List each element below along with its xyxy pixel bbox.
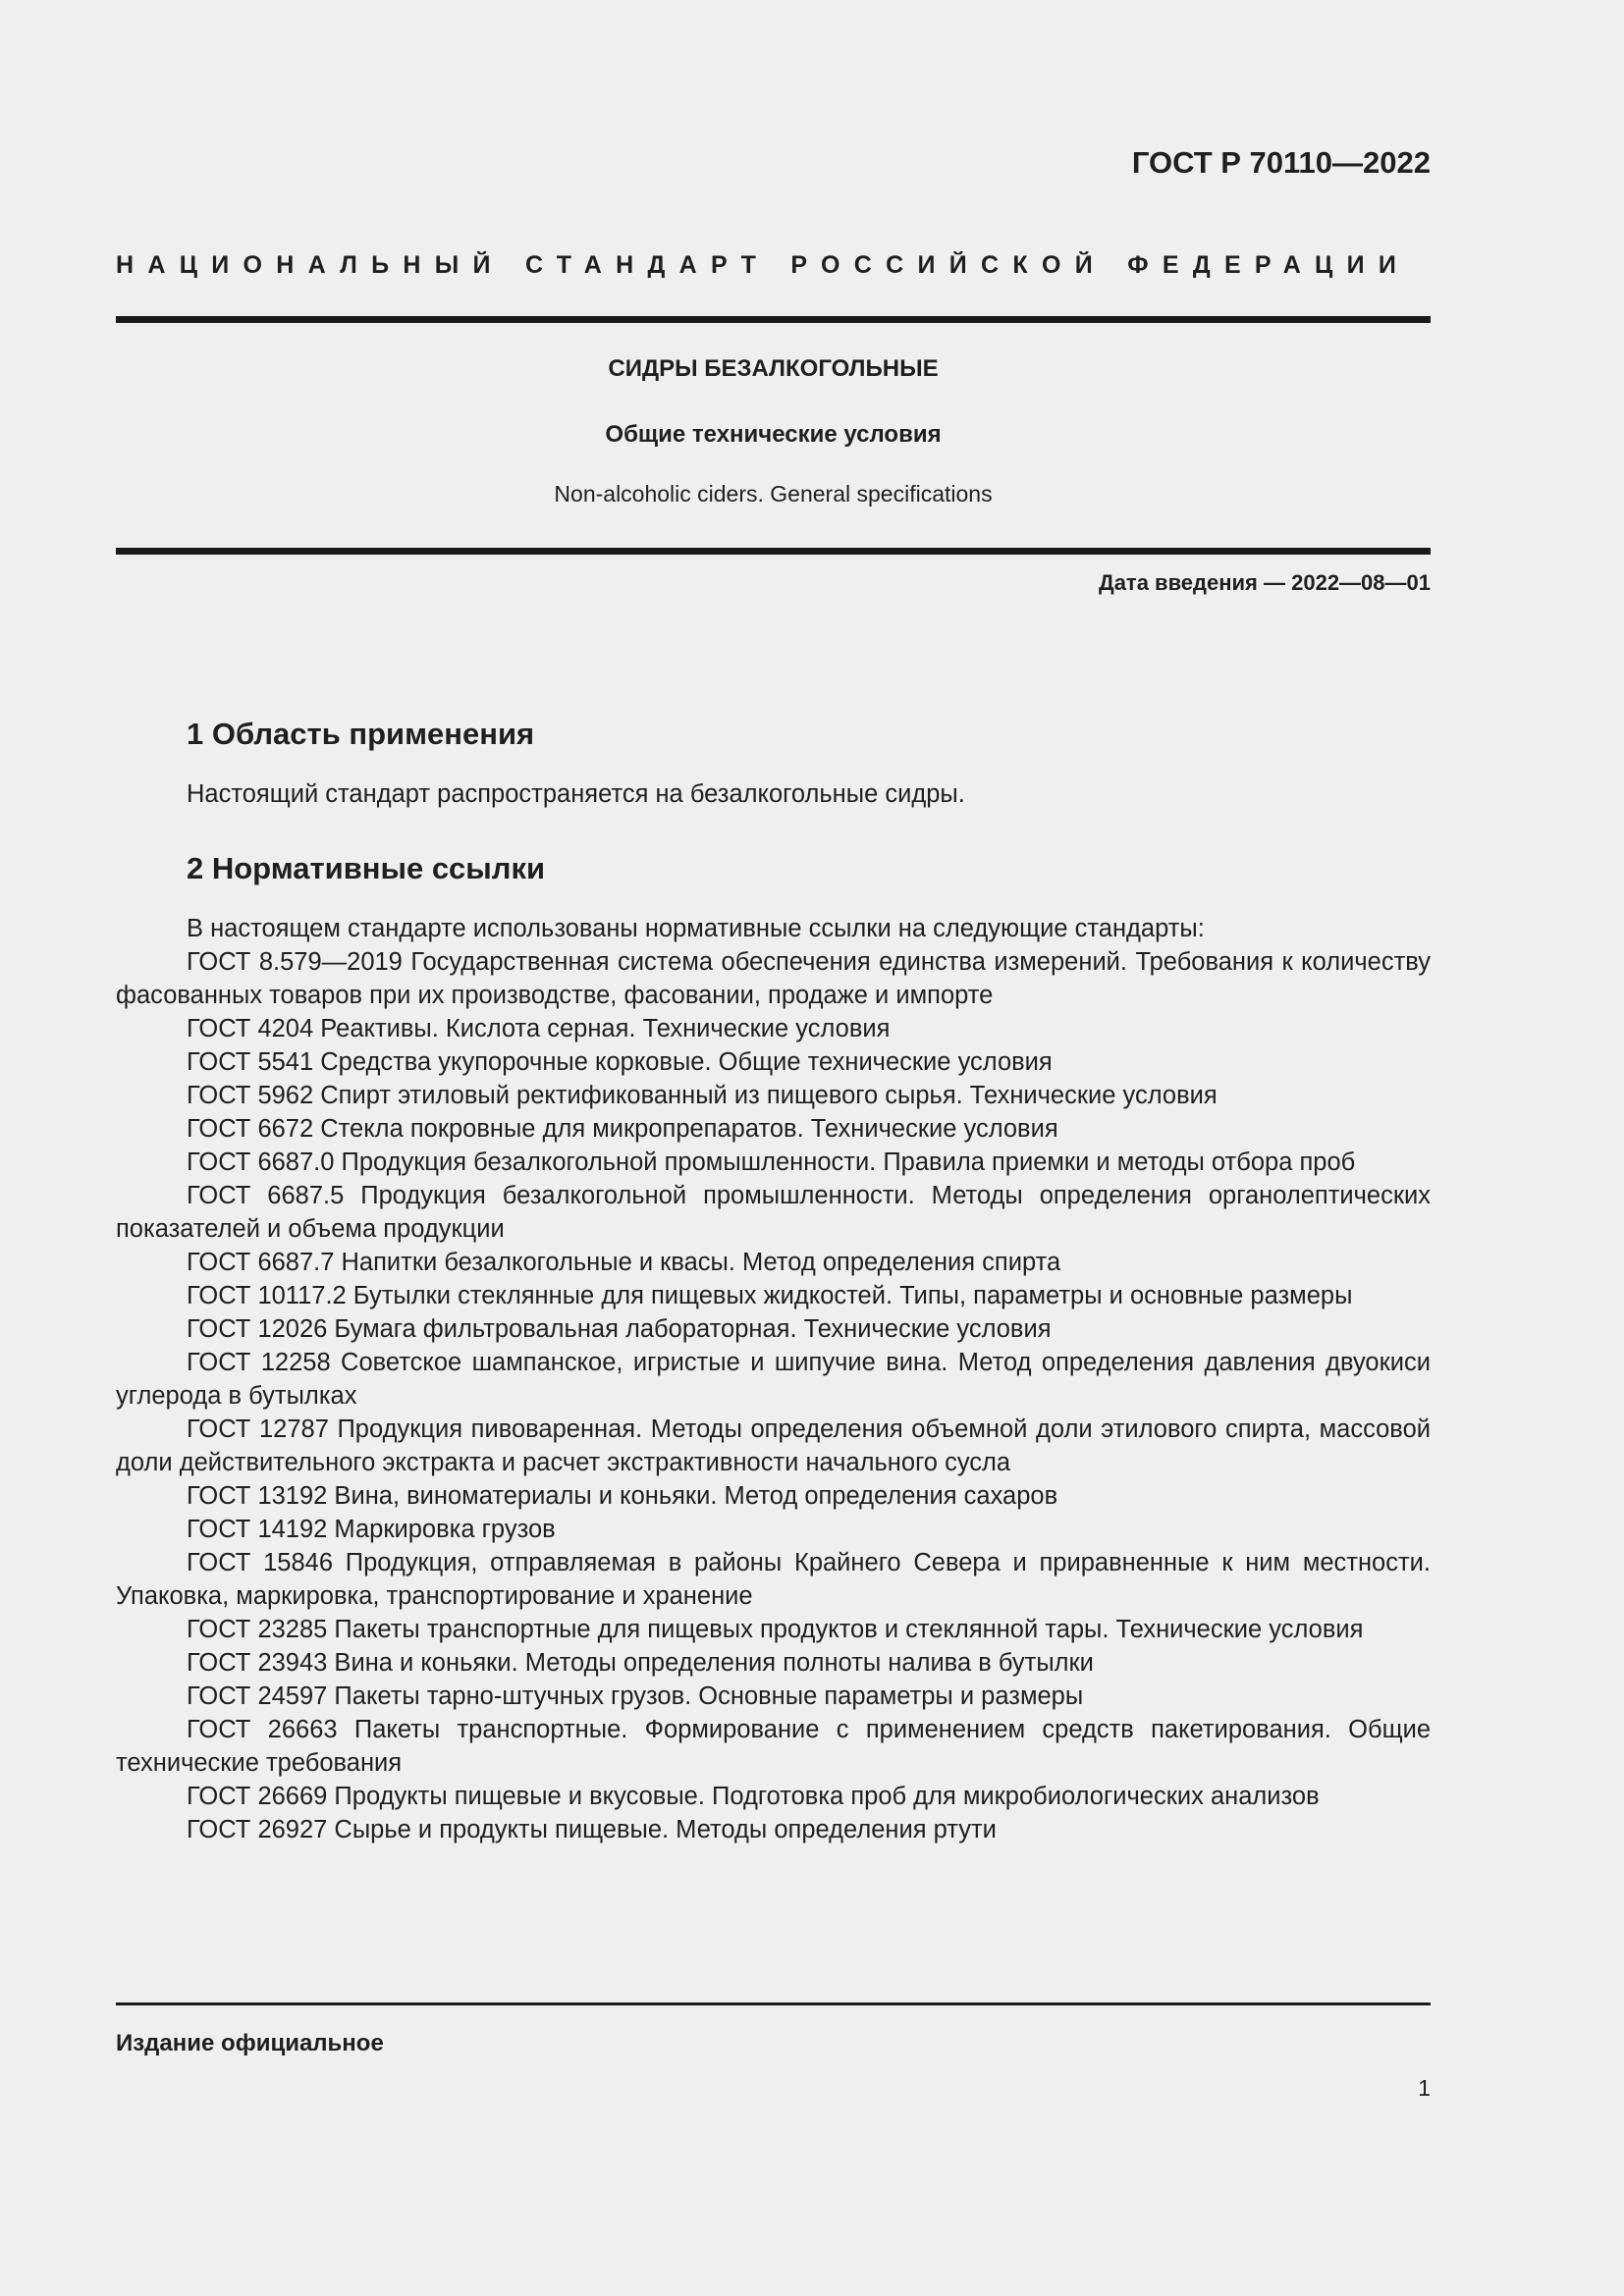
reference-item: ГОСТ 5541 Средства укупорочные корковые. Общие технические условия [187, 1048, 1053, 1076]
reference-item: ГОСТ 26663 Пакеты транспортные. Формирование с применением средств пакетирования. Общие технические требования [116, 1716, 1431, 1777]
reference-item: ГОСТ 26927 Сырье и продукты пищевые. Методы определения ртути [187, 1816, 997, 1843]
reference-item: ГОСТ 24597 Пакеты тарно-штучных грузов. Основные параметры и размеры [187, 1682, 1084, 1710]
section-2-heading: 2 Нормативные ссылки [187, 851, 546, 885]
section-1-body [116, 777, 1431, 811]
reference-item: ГОСТ 12787 Продукция пивоваренная. Методы определения объемной доли этилового спирта, массовой доли действительного экстракта и расчет экстрактивности начального сусла [116, 1415, 1431, 1476]
standard-title: СИДРЫ БЕЗАЛКОГОЛЬНЫЕ [608, 355, 939, 382]
normative-references [116, 912, 1431, 1846]
footer-divider [116, 2002, 1431, 2005]
reference-item: ГОСТ 5962 Спирт этиловый ректификованный из пищевого сырья. Технические условия [187, 1082, 1218, 1109]
reference-item: ГОСТ 23285 Пакеты транспортные для пищевых продуктов и стеклянной тары. Технические условия [187, 1616, 1364, 1643]
reference-item: ГОСТ 6687.5 Продукция безалкогольной промышленности. Методы определения органолептических показателей и объема продукции [116, 1182, 1431, 1243]
top-divider [116, 316, 1431, 323]
standard-subtitle: Общие технические условия [605, 421, 942, 448]
introduction-date: Дата введения — 2022—08—01 [1099, 570, 1431, 595]
references-intro: В настоящем стандарте использованы нормативные ссылки на следующие стандарты: [187, 915, 1205, 942]
reference-item: ГОСТ 12026 Бумага фильтровальная лабораторная. Технические условия [187, 1315, 1052, 1343]
scope-paragraph: Настоящий стандарт распространяется на безалкогольные сидры. [187, 780, 965, 808]
national-standard-title: НАЦИОНАЛЬНЫЙ СТАНДАРТ РОССИЙСКОЙ ФЕДЕРАЦИИ [116, 251, 1411, 279]
reference-item: ГОСТ 23943 Вина и коньяки. Методы определения полноты налива в бутылки [187, 1649, 1094, 1677]
reference-item: ГОСТ 13192 Вина, виноматериалы и коньяки. Метод определения сахаров [187, 1482, 1058, 1510]
reference-item: ГОСТ 26669 Продукты пищевые и вкусовые. Подготовка проб для микробиологических анализов [187, 1783, 1320, 1810]
page-number: 1 [1418, 2075, 1431, 2101]
reference-item: ГОСТ 4204 Реактивы. Кислота серная. Технические условия [187, 1015, 891, 1042]
reference-item: ГОСТ 10117.2 Бутылки стеклянные для пищевых жидкостей. Типы, параметры и основные размеры [187, 1282, 1353, 1309]
standard-title-english: Non-alcoholic ciders. General specifications [554, 481, 993, 507]
reference-item: ГОСТ 14192 Маркировка грузов [187, 1516, 556, 1543]
reference-item: ГОСТ 6687.0 Продукция безалкогольной промышленности. Правила приемки и методы отбора проб [187, 1148, 1356, 1176]
document-number: ГОСТ Р 70110—2022 [1131, 145, 1431, 180]
title-divider [116, 548, 1431, 555]
reference-item: ГОСТ 12258 Советское шампанское, игристые и шипучие вина. Метод определения давления двуокиси углерода в бутылках [116, 1349, 1431, 1410]
official-edition-label: Издание официальное [116, 2030, 384, 2056]
reference-item: ГОСТ 8.579—2019 Государственная система обеспечения единства измерений. Требования к количеству фасованных товаров при их производстве, фасовании, продаже и импорте [116, 948, 1431, 1009]
section-1-heading: 1 Область применения [187, 717, 535, 751]
reference-item: ГОСТ 6687.7 Напитки безалкогольные и квасы. Метод определения спирта [187, 1249, 1061, 1276]
reference-item: ГОСТ 15846 Продукция, отправляемая в районы Крайнего Севера и приравненные к ним местности. Упаковка, маркировка, транспортирование и хранение [116, 1549, 1431, 1610]
reference-item: ГОСТ 6672 Стекла покровные для микропрепаратов. Технические условия [187, 1115, 1058, 1143]
